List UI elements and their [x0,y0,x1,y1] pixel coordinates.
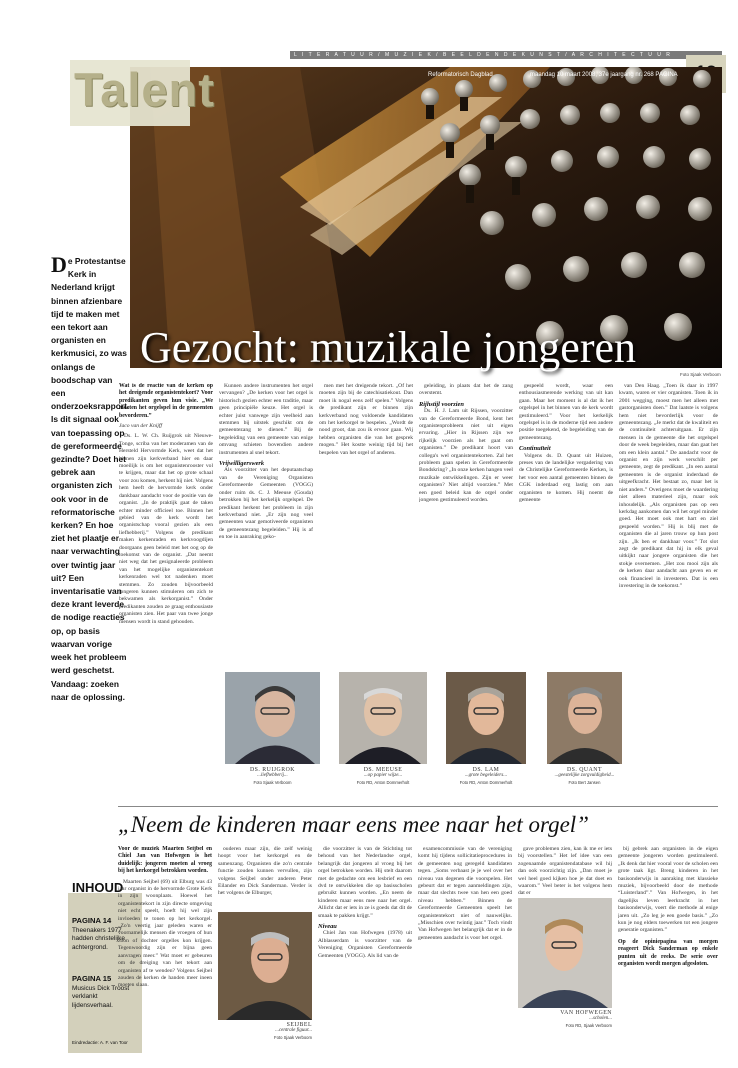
caption-name: DS. LAM [472,767,500,773]
subhead-niveau: Niveau [318,923,337,931]
caption-credit: Foto Bert Jansen [568,779,601,785]
caption-credit: Foto Sjaak Verboom [274,1034,312,1040]
portrait-seijbel [218,912,312,1020]
byline: Jaco van der Knijff [119,423,163,430]
caption-name: DS. MEEUSE [363,767,403,773]
article-body-2: Kunnen andere instrumenten het orgel vervangen? „De kerken voor het orgel is historisch gezien echter een traditie, maar geen principiële keuze. Het orgel is echter juist vanwege zijn veelheid aan stemmen bij uitstek geschikt om de gemeentezang te dienen.” Bij de begeleiding van een gemeente van enige omvang schieten bovendien andere instrumenten al snel tekort. [219,383,313,456]
caption-van-hofwegen [518,1010,612,1029]
second-body-1: Maarten Seijbel (69) uit Elburg was 43 jaar organist in de hervormde Grote Kerk in zijn woonplaats. Hoewel het organistentekort in zijn directe omgeving niet echt speelt, hoeft hij wel zijn invloeden te tonen op het kerkorgel. „Zo'n veertig jaar geleden waren er voornamelijk mensen die vroegen of hun zoon of dochter orgelles kon krijgen. Tegenwoordig zijn er bijna geen aanvragen meer.” Wat moet er gebeuren om de dreiging van het tekort aan organisten af te wenden? Volgens Seijbel zouden de kerken de handen meer ineen moeten slaan. [118,878,212,989]
drop-cap: D [51,252,67,277]
portrait-meeuse [339,672,427,764]
article-column-3 [319,383,413,673]
newspaper-name: Reformatorisch Dagblad [428,72,493,78]
caption-name: DS. QUANT [566,767,603,773]
caption-name: DS. RUIJGROK [250,767,295,773]
caption-credit: Foto RD, Sjaak Verboom [565,1022,612,1028]
portrait-van-hofwegen [518,898,612,1008]
article-column-2 [219,383,313,673]
caption-ruijgrok [225,767,320,786]
caption-quant [547,767,622,786]
pull-quote: „Neem de kinderen maar eens mee naar het orgel” [118,812,589,837]
dateline: maandag 10 maart 2008, 37e jaargang nr. 268 PAGINA [530,72,678,78]
section-strip: L I T E R A T U U R / M U Z I E K / B E E L D E N D E K U N S T / A R C H I T E C T U U R [290,51,722,59]
subhead-vrijwilligerswerk: Vrijwilligerswerk [219,460,265,468]
article-column-5 [519,383,613,673]
inhoud-page-text: Musicus Dick Troost verklankt lijdensverhaal. [72,984,130,1009]
headline: Gezocht: muzikale jongeren [140,323,637,372]
caption-quote: ...grote begeleiders... [464,773,508,779]
second-column-2 [218,846,312,910]
portrait-lam [446,672,526,764]
inhoud-page-text: Theenakers 1977 hadden christelijke achtergrond. [72,926,125,951]
second-column-6 [618,846,718,1050]
caption-quote: ...geestelijke zorgvuldigheid... [554,773,615,779]
article-body-4: geleiding, in plaats dat het de zang overstemt. [419,383,513,397]
inhoud-editor: Eindredactie: A. F. van Toor [72,1040,128,1045]
caption-quote: ...op papier wijze... [363,773,403,779]
second-column-3 [318,846,412,1050]
inhoud-title: INHOUD [72,880,124,895]
article-column-4 [419,383,513,673]
caption-credit: Foto RD, Anton Dommerholt [356,779,410,785]
second-column-1 [118,846,212,1050]
intro-text [51,252,130,704]
caption-seijbel [218,1022,312,1041]
subhead-voorzien: Rijhstijl voorzien [419,400,464,408]
second-body-4: examencommissie van de vereniging komt hij tijdens sollicitatieprocedures in de gemeenten nog geregeld kandidaten tegen. „Soms verbaast je je wel over het niveau van degenen die voorspelen. Het gebeurt dat er tegen aanmeldingen zijn, maar dat slechts twee van hen een goed niveau hebben.” Binnen de Gereformeerde Gemeenten speelt het organistentekort niet of nauwelijks. „Misschien over twintig jaar.” Toch vindt Van Hofwegen het belangrijk dat er in de gemeenten aandacht is voor het orgel. [418,846,512,941]
footnote: Op de opiniepagina van morgen reageert Dick Sanderman op enkele punten uit de reeks. De serie over organisten wordt morgen afgesloten. [618,938,718,968]
second-body-2: ouderen maar zijn, die zelf weinig hoopt voor het kerkorgel en de samenzang. Organisten die zo'n centrale functie zouden kunnen vervullen, zijn volgens Seijbel onder anderen Peter Eilander en Dick Sanderman. Verder is het volgens de Elburger, [218,846,312,897]
second-column-5 [518,846,612,896]
article-body-3: men met het dreigende tekort. „Of het moeten zijn bij de catechisatiekout. Dan moet ik nogal eens zelf spelen.” Volgens de predikant zijn er binnen zijn kerkverband nog voldoende kandidaten om het kerkorgel te bespelen. „Wordt de nood groot, dan zou ik ervoor gaan. Wij hebben organisten die van het gesprek mogen.” Het kostte weinig tijd bij het bespelen van het orgel of anderen. [319,383,413,456]
second-column-4 [418,846,512,1050]
divider-rule [118,806,718,807]
article-body-6: van Den Haag. „Toen ik daar in 1997 kwam, waren er vier organisten. Toen ik in 2001 wegging, moest men het alleen met gastorganisten doen.” Dat laatste is volgens hem niet bevorderlijk voor de gemeentezang. „Je merkt dat de kwaliteit en de continuïteit achteruitgaan. Er zijn mensen in de gemeente die het orgelspel door de week begeleiden, maar dan gaat het om een klein aantal.” De aandacht voor de organist en zijn werk verschilt per gemeente, zegt de predikant. „In een aantal gemeenten is de organist inderdaad de uitgeefkracht. Het bestaat zo, maar het is niet anders.” Overigens moet de waardering niet alleen materieel zijn, maar ook inhoudelijk. „Als organisten pas op een kerkdag aankomen dan wil het orgel minder goed. Het moet ook met hart en ziel gespeeld worden.” Hij is blij met de organisten die al jaren trouw op hun post zijn. „Ik ben er dankbaar voor.” Tot slot zegt de predikant dat hij in elk geval uitkijkt naar jongere organisten die het stokje overnemen. „Het zou mooi zijn als de kerken daar aandacht aan geven en er ook financieel in investeren. Dat is een investering in de toekomst.” [619,383,718,589]
caption-quote: ...liefhebberij... [257,773,288,779]
second-body-6: bij gebrek aan organisten in de eigen gemeente jongeren worden gestimuleerd. „Ik denk dat hier vooral voor de scholen een grote taak ligt. Breng kinderen in het basisonderwijs in aanraking met klassieke muziek, bijvoorbeeld door de methode “Luisterland”.” Van Hofwegen, in het dagelijks leven leerkracht in het basisonderwijs, voert die methode al enige jaren uit. „Zo leg je een goede basis.” „Zo kun je nog elders toewerken tot een jongere generatie organisten.” [618,846,718,934]
caption-name: SEIJBEL [286,1022,312,1028]
article-body-2b: Als voorzitter van het deputaatschap van de Vereniging Organisten Gereformeerde Gemeenten (VOGG) onder ruim ds. C. J. Meeuse (Gouda) betrokken bij het kerkelijk orgelspel. De predikant herkent het probleem in zijn kerkverband niet. „Er zijn nog veel gemeenten waar gemotiveerde organisten de gemeentezang begeleiden.” Hij is af en toe in aanraking geko- [219,467,313,541]
article-body-5b: Volgens ds. D. Quant uit Huizen, preses van de landelijke vergadering van de Christelijke Gereformeerde Kerken, is het voor een aantal gemeenten binnen de CGK inderdaad erg lastig om aan organisten te komen. Hij noemt de gemeente [519,452,613,504]
caption-lam [446,767,526,786]
article-column-6 [619,383,718,783]
portrait-quant [547,672,622,764]
caption-credit: Foto RD, Anton Dommerholt [459,779,513,785]
second-body-3b: Chiel Jan van Hofwegen (1978) uit Alblasserdam is voorzitter van de Vereniging Organisten Gereformeerde Gemeenten (VOGG). Als lid van de [318,930,412,959]
article-body-5: gespeeld wordt, waar een enthousiasmerende werking van uit kan gaan. Maar het moment is al dat ik het orgelspel in het binnen van de kerk wordt gestimuleerd.” Voor het kerkelijk orgelspel is in de moderne tijd een andere positie toegekend, de begeleiding van de gemeentezang. [519,383,613,441]
intro-body: e Protestantse Kerk in Nederland krijgt binnen afzienbare tijd te maken met een tekort aan organisten en kerkmusici, zo was onlangs de boodschap van een onderzoeksrapport. Is dit signaal ook van toepassing op de gereformeerde gezindte? Doet het gebrek aan organisten zich ook voor in de reformatorische kerken? En hoe ziet het plaatje er naar verwachting over twintig jaar uit? Een inventarisatie van deze krant leverde de nodige reacties op, op basis waarvan vorige week het probleem werd geschetst. Vandaag: zoeken naar de oplossing. [51,256,130,702]
subhead-continuiteit: Continuïteit [519,445,551,453]
caption-credit: Foto Sjaak Verboom [253,779,292,785]
caption-meeuse [339,767,427,786]
second-body-3: die voorzitter is van de Stichting tot behoud van het Nederlandse orgel, belangrijk dat jongeren al vroeg bij het orgel betrokken worden. Hij stelt daarom met de gedachte om een lesbrief en een dvd te ontwikkelen die op basisscholen gebruikt kunnen worden. „En neem de kinderen maar eens mee naar het orgel. Allicht dat er iets in ze is goeds dat dit de smaak te pakken krijgt.” [318,846,412,919]
caption-name: VAN HOFWEGEN [560,1010,612,1016]
article-body-1: Ds. L. W. Ch. Ruijgrok uit Nieuwe-Tonge, scriba van het moderamen van de Hersteld Hervormde Kerk, weet dat het binnen zijn kerkverband hier en daar moeilijk is om het organistenrooster vol te krijgen, maar dat het op grote schaal voor zou komen, herkent hij niet. Volgens hem heeft de hervormde kerk onder dankbaar aandacht voor de positie van de organist. „In de praktijk gaat de taken echter minder officieel toe. Binnen het gebied van de kerk wordt het organistschap vooral gezien als een liefhebberij.” Volgens de predikant maken kerkenraden en kerkvoogdijen doorgaans geen beleid met het oog op de toekomst van de organist. „Dat neemt niet weg dat het gesignaleerde probleem van het mogelijke organistentekort kerkenraden wel tot nadenken moet stemmen. Zo zouden bijvoorbeeld jongeren kunnen stimuleren om zich te bekwamen als kerkorganist.” Onder predikanten zouden ze graag enthousiaste organisten zien. Het paar van twee jonge mensen wordt in stand gehouden. [119,433,213,625]
article-body-4b: Ds. H. J. Lam uit Rijssen, voorzitter van de Gereformeerde Bond, kent het organistenprobleem niet uit eigen ervaring. „Hier in Rijssen zijn we rijkelijk voorzien als het gaat om organisten.” De predikant hoort van collega's wel organistentekorten. Zal het probleem gaan spelen in Gereformeerde Bondskring? „In onze kerken hangen veel muzikale ontwikkelingen. Zijn er weer organisten? Niet altijd voorzien.” Met een goed beleid kan de orgel onder jongeren gestimuleerd worden. [419,408,513,504]
article-lead: Wat is de reactie van de kerken op het dreigende organistentekort? Voor predikanten geven hun visie. „We moeten het orgelspel in de gemeenten bevorderen.” [119,383,213,419]
inhoud-page-label: PAGINA 14 [72,916,112,925]
caption-quote: ...scholen... [589,1016,612,1022]
second-body-5: gave problemen zien, kan ik me er iets bij voorstellen.” Het lef idee van een zogenaamde organistendatabase wil hij dan ook voorzichtig zijn. „Dan moet je wel heel goed kijken hoe je dat doet en waarom.” Veel beter is het volgens hem dat er [518,846,612,896]
inhoud-page-label: PAGINA 15 [72,974,112,983]
caption-quote: ...centrale figuur... [275,1028,312,1034]
portrait-ruijgrok [225,672,320,764]
photo-credit: Foto Sjaak Verboom [680,372,721,377]
section-title: Talent [74,63,215,116]
second-lead: Voor de muziek Maarten Seijbel en Chiel Jan van Hofwegen is het duidelijk: jongeren moeten al vroeg bij het kerkorgel betrokken worden. [118,846,212,875]
article-column-1 [119,383,213,740]
